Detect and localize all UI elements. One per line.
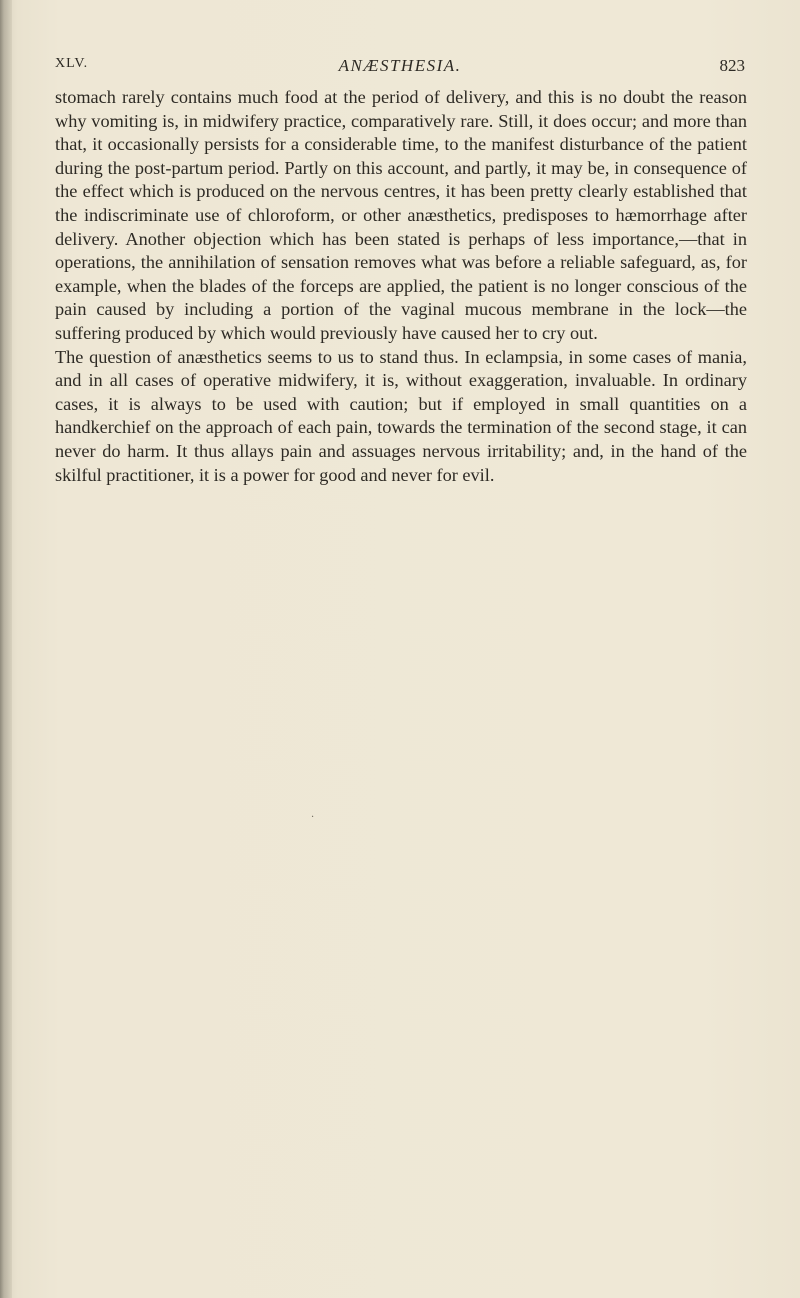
running-title: ANÆSTHESIA.	[338, 56, 462, 75]
body-text	[55, 86, 747, 487]
binding-edge	[0, 0, 12, 1298]
chapter-number: XLV.	[55, 56, 89, 71]
running-head	[55, 56, 745, 82]
paragraph-continued: stomach rarely contains much food at the period of delivery, and this is no doubt the reason why vomiting is, in midwifery practice, comparatively rare. Still, it does occur; and more than that, it occasionally persists for a considerable time, to the manifest disturbance of the patient during the post-partum period. Partly on this account, and partly, it may be, in consequence of the effect which is produced on the nervous centres, it has been pretty clearly established that the indiscriminate use of chloroform, or other anæsthetics, predisposes to hæmorrhage after delivery. Another objection which has been stated is perhaps of less importance,—that in operations, the annihilation of sensation removes what was before a reliable safeguard, as, for example, when the blades of the forceps are applied, the patient is no longer conscious of the pain caused by including a portion of the vaginal mucous membrane in the lock—the suffering produced by which would previously have caused her to cry out.	[55, 87, 747, 343]
ink-speck: ·	[311, 812, 315, 823]
page-number: 823	[719, 56, 745, 75]
paragraph: The question of anæsthetics seems to us to stand thus. In eclampsia, in some cases of mania, and in all cases of operative midwifery, it is, without exaggeration, invaluable. In ordinary cases, it is always to be used with caution; but if employed in small quantities on a handkerchief on the approach of each pain, towards the termination of the second stage, it can never do harm. It thus allays pain and assuages nervous irritability; and, in the hand of the skilful practitioner, it is a power for good and never for evil.	[55, 346, 747, 485]
